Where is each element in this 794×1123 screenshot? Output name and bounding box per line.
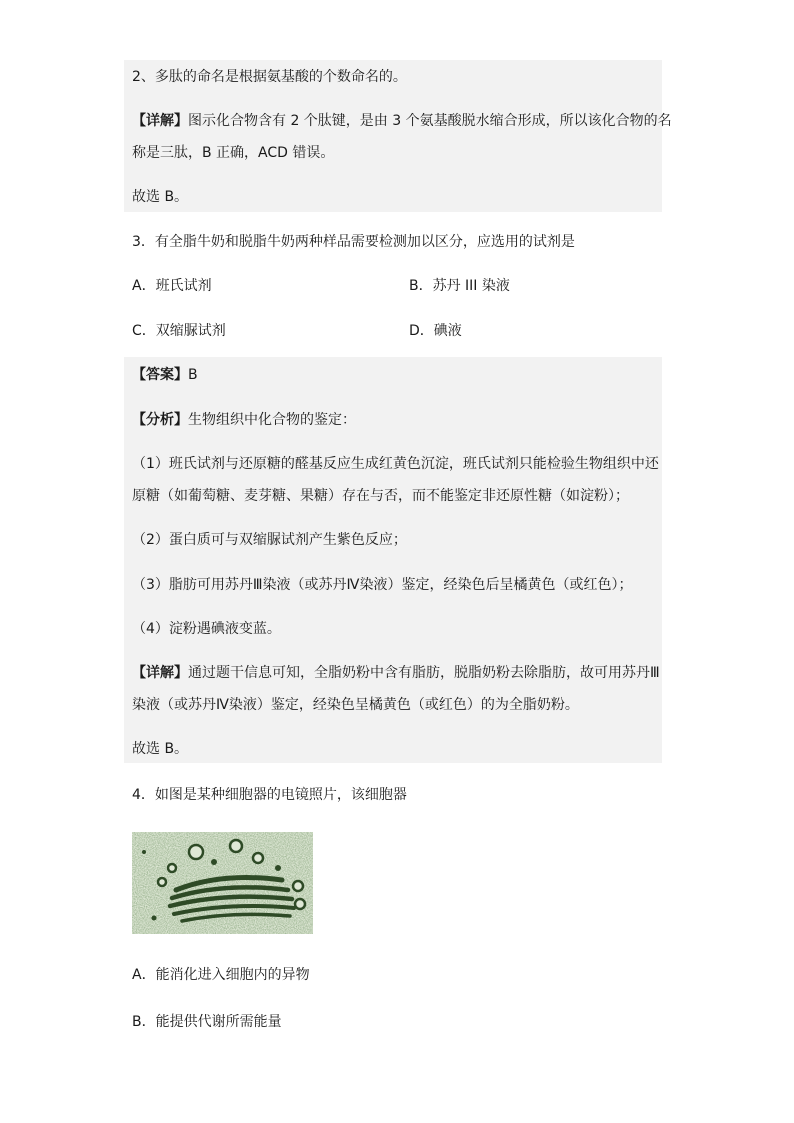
q3-point-2: （2）蛋白质可与双缩脲试剂产生紫色反应； xyxy=(132,532,407,548)
q3-point-1a: （1）班氏试剂与还原糖的醛基反应生成红黄色沉淀，班氏试剂只能检验生物组织中还 xyxy=(132,456,659,472)
detail-text: 图示化合物含有 2 个肽键，是由 3 个氨基酸脱水缩合形成，所以该化合物的名 xyxy=(188,113,672,129)
q3-option-b: B．苏丹 III 染液 xyxy=(409,278,510,294)
q3-point-3: （3）脂肪可用苏丹Ⅲ染液（或苏丹Ⅳ染液）鉴定，经染色后呈橘黄色（或红色）； xyxy=(132,577,633,593)
q4-option-b: B．能提供代谢所需能量 xyxy=(132,1014,282,1030)
detail-tag: 【详解】 xyxy=(132,665,188,681)
golgi-micrograph-image xyxy=(132,832,313,934)
q3-answer xyxy=(132,365,198,385)
q3-choice: 故选 B。 xyxy=(132,741,189,757)
answer-tag: 【答案】 xyxy=(132,367,188,383)
q4-option-a: A．能消化进入细胞内的异物 xyxy=(132,967,310,983)
prev-point-2: 2、多肽的命名是根据氨基酸的个数命名的。 xyxy=(132,69,407,85)
q3-point-1b: 原糖（如葡萄糖、麦芽糖、果糖）存在与否，而不能鉴定非还原性糖（如淀粉）； xyxy=(132,488,629,504)
q3-point-4: （4）淀粉遇碘液变蓝。 xyxy=(132,621,281,637)
analysis-text: 生物组织中化合物的鉴定： xyxy=(188,412,356,428)
detail-text: 通过题干信息可知，全脂奶粉中含有脂肪，脱脂奶粉去除脂肪，故可用苏丹Ⅲ xyxy=(188,665,660,681)
prev-choice: 故选 B。 xyxy=(132,189,189,205)
q3-option-a: A．班氏试剂 xyxy=(132,278,212,294)
prev-detail-line-1 xyxy=(132,111,672,131)
prev-detail-line-2: 称是三肽，B 正确，ACD 错误。 xyxy=(132,145,335,161)
q3-option-d: D．碘液 xyxy=(409,323,462,339)
analysis-tag: 【分析】 xyxy=(132,412,188,428)
answer-value: B xyxy=(188,367,198,383)
q3-detail-line-1 xyxy=(132,663,660,683)
q3-option-c: C．双缩脲试剂 xyxy=(132,323,226,339)
q3-detail-line-2: 染液（或苏丹Ⅳ染液）鉴定，经染色呈橘黄色（或红色）的为全脂奶粉。 xyxy=(132,697,579,713)
q3-stem: 3．有全脂牛奶和脱脂牛奶两种样品需要检测加以区分，应选用的试剂是 xyxy=(132,234,575,250)
q4-stem: 4．如图是某种细胞器的电镜照片，该细胞器 xyxy=(132,787,407,803)
detail-tag: 【详解】 xyxy=(132,113,188,129)
q3-analysis xyxy=(132,410,356,430)
